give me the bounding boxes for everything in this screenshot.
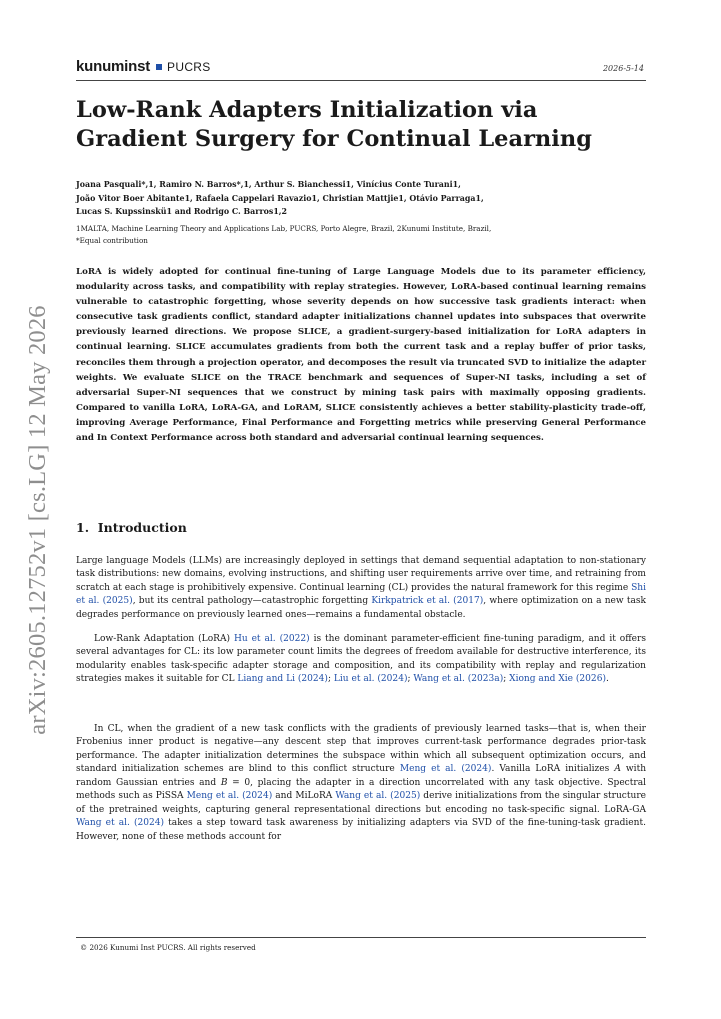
paper-title: Low-Rank Adapters Initialization via Gradient Surgery for Continual Learning xyxy=(76,97,592,152)
text-run: = 0, placing the adapter in a direction uncorrelated with any task objective. Spectral methods such as PiSSA xyxy=(76,777,646,802)
citation-author: Wang et al. xyxy=(413,674,465,685)
affiliation-line: *Equal contribution xyxy=(76,235,148,245)
author-line: João Vitor Boer Abitante1, Rafaela Cappelari Ravazio1, Christian Mattjie1, Otávio Parraga1, xyxy=(76,193,484,203)
arxiv-stamp: arXiv:2605.12752v1 [cs.LG] 12 May 2026 xyxy=(24,305,51,735)
citation-year: 2024 xyxy=(464,764,488,775)
text-run: , where optimization on a new task degrades performance on previously learned ones—remains a fundamental obstacle. xyxy=(76,596,647,620)
citation-year: 2022 xyxy=(283,634,307,644)
citation-link[interactable]: Liang and Li (2024) xyxy=(237,674,328,685)
citation-author: Shi et al. xyxy=(76,582,646,607)
citation-link[interactable]: Wang et al. (2023a) xyxy=(413,674,504,685)
citation-author: Liang and Li xyxy=(237,674,295,685)
citation-year: 2024 xyxy=(380,674,404,685)
section-title: Introduction xyxy=(97,520,187,535)
citation-author: Meng et al. xyxy=(399,764,457,775)
citation-link[interactable]: Wang et al. (2025) xyxy=(335,791,421,802)
section-heading xyxy=(76,520,187,535)
section-number: 1. xyxy=(76,520,90,535)
text-run: derive initializations from the singular structure of the pretrained weights, capturing general representational directions but encoding no task-specific signal. LoRA-GA xyxy=(76,791,647,815)
author-line: Joana Pasquali*,1, Ramiro N. Barros*,1, Arthur S. Bianchessi1, Vinícius Conte Turani1, xyxy=(76,180,461,189)
footer-rule xyxy=(76,937,646,938)
citation-link[interactable]: Kirkpatrick et al. (2017) xyxy=(371,596,484,607)
citation-link[interactable]: Meng et al. (2024) xyxy=(186,791,273,802)
copyright-footer: © 2026 Kunumi Inst PUCRS. All rights reserved xyxy=(80,943,256,952)
abstract: LoRA is widely adopted for continual fine-tuning of Large Language Models due to its parameter efficiency, modularity across tasks, and compatibility with replay strategies. However, LoRA-based continual learning remains vulnerable to catastrophic forgetting, whose severity depends on how successive task gradients interact: when consecutive task gradients conflict, standard adapter initializations channel updates into subspaces that overwrite previously learned directions. We propose SLICE, a gradient-surgery-based initialization for LoRA adapters in continual learning. SLICE accumulates gradients from both the current task and a replay buffer of prior tasks, reconciles them through a projection operator, and decomposes the result via truncated SVD to initialize the adapter weights. We evaluate SLICE on the TRACE benchmark and sequences of Super-NI tasks, including a set of adversarial Super-NI sequences that we construct by mining task pairs with maximally opposing gradients. Compared to vanilla LoRA, LoRA-GA, and LoRAM, SLICE consistently achieves a better stability-plasticity trade-off, improving Average Performance, Final Performance and Forgetting metrics while preserving General Performance and In Context Performance across both standard and adversarial continual learning sequences. xyxy=(76,267,646,444)
math-var-b: B xyxy=(220,777,228,788)
citation-link[interactable]: Liu et al. (2024) xyxy=(333,674,408,685)
paragraph-2: Low-Rank Adaptation (LoRA) Hu et al. (2022) is the dominant parameter-efficient fine-tuning paradigm, and it offers several advantages for CL: its low parameter count limits the degrees of freedom available for destructive interference, its modularity enables task-specific adapter storage and composition, and its compatibility with replay and regularization strategies makes it suitable for CL Liang and Li (2024); Liu et al. (2024); Wang et al. (2023a); Xiong and Xie (2026). xyxy=(76,634,646,685)
affiliations xyxy=(76,223,656,246)
citation-link[interactable]: Hu et al. (2022) xyxy=(233,634,310,644)
paragraph-1 xyxy=(76,555,646,622)
text-run: with random Gaussian entries and xyxy=(76,764,647,788)
text-run: Large language Models (LLMs) are increasingly deployed in settings that demand sequential adaptation to non-stationary task distributions: new domains, evolving instructions, and shifting user requirements arrive over time, and retraining from scratch at each stage is prohibitively expensive. Continual learning (CL) provides the natural framework for this regime xyxy=(76,556,646,593)
citation-link[interactable]: Meng et al. (2024) xyxy=(399,764,492,775)
text-run: Low-Rank Adaptation (LoRA) xyxy=(94,634,234,644)
brand-org: PUCRS xyxy=(167,60,211,74)
citation-author: Wang et al. xyxy=(76,818,130,829)
citation-author: Kirkpatrick et al. xyxy=(371,596,450,607)
citation-link[interactable]: Shi et al. (2025) xyxy=(76,582,646,607)
author-list xyxy=(76,178,656,219)
citation-author: Meng et al. xyxy=(186,791,240,802)
citation-link[interactable]: Wang et al. (2024) xyxy=(76,818,165,829)
citation-year: 2024 xyxy=(137,818,161,829)
header-date: 2026-5-14 xyxy=(602,64,644,73)
citation-author: Liu et al. xyxy=(333,674,375,685)
text-run: . Vanilla LoRA initializes xyxy=(491,764,615,775)
paragraph-3 xyxy=(76,723,646,844)
text-run: , but its central pathology—catastrophic forgetting xyxy=(132,596,372,607)
text-run: is the dominant parameter-efficient fine-tuning paradigm, and it offers several advantages for CL: its low parameter count limits the degrees of freedom available for destructive interference, its modularity enables task-specific adapter storage and composition, and its compatibility with replay and regularization strategies makes it suitable for CL xyxy=(76,634,646,685)
citation-year: 2023a xyxy=(471,674,500,685)
page-header xyxy=(76,58,644,78)
text-run: In CL, when the gradient of a new task conflicts with the gradients of previously learned tasks—that is, when their Frobenius inner product is negative—any descent step that improves current-task performance degrades prior-task performance. The adapter initialization determines the subspace within which all subsequent optimization occurs, and standard initialization schemes are blind to this conflict structure xyxy=(76,724,646,775)
citation-author: Hu et al. xyxy=(233,634,276,644)
brand-logo xyxy=(76,58,211,75)
citation-year: 2024 xyxy=(245,791,269,802)
text-run: takes a step toward task awareness by initializing adapters via SVD of the fine-tuning-task gradient. However, none of these methods account for xyxy=(76,818,647,842)
affiliation-line: 1MALTA, Machine Learning Theory and Applications Lab, PUCRS, Porto Alegre, Brazil, 2Kunumi Institute, Brazil, xyxy=(76,224,492,233)
text-run: and MiLoRA xyxy=(272,791,336,802)
header-rule xyxy=(76,80,646,81)
author-line: Lucas S. Kupssinskü1 and Rodrigo C. Barros1,2 xyxy=(76,207,288,217)
citation-year: 2025 xyxy=(393,791,417,802)
brand-separator-icon xyxy=(156,64,162,70)
citation-year: 2025 xyxy=(106,596,130,607)
citation-author: Wang et al. xyxy=(335,791,388,802)
citation-year: 2024 xyxy=(301,674,325,685)
math-var-a: A xyxy=(614,764,621,775)
citation-year: 2017 xyxy=(456,596,480,607)
citation-link[interactable]: Xiong and Xie (2026) xyxy=(509,674,606,685)
citation-year: 2026 xyxy=(579,674,603,685)
brand-name: kunuminst xyxy=(76,58,151,75)
citation-author: Xiong and Xie xyxy=(509,674,574,685)
